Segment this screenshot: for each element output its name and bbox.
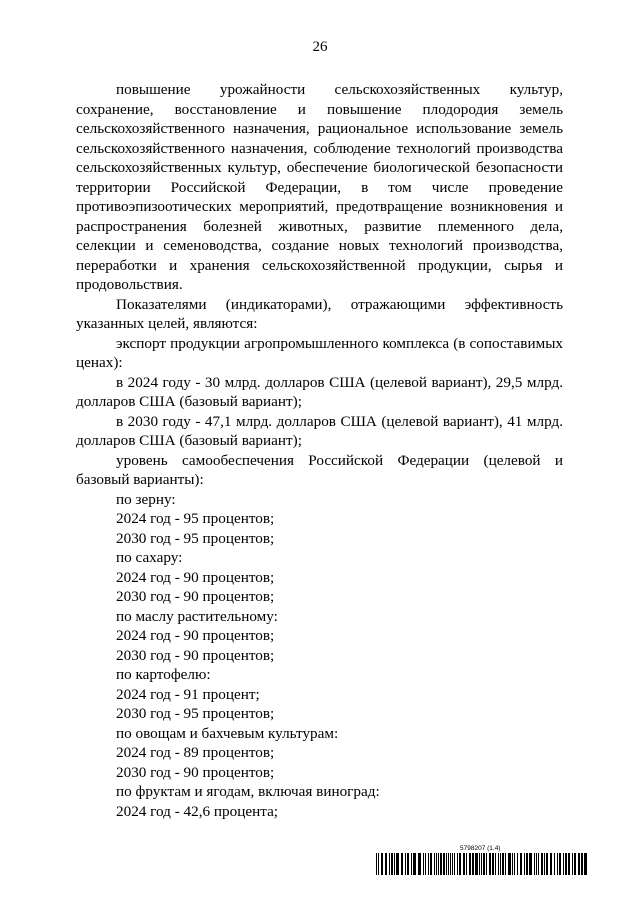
- barcode-bar: [479, 853, 480, 875]
- page-number: 26: [312, 39, 328, 55]
- paragraph: экспорт продукции агропромышленного комплекса (в сопоставимых ценах):: [76, 334, 563, 371]
- paragraph: Показателями (индикаторами), отражающими эффективность указанных целей, являются:: [76, 295, 563, 332]
- barcode-bar: [475, 853, 478, 875]
- paragraph: повышение урожайности сельскохозяйственных культур, сохранение, восстановление и повышение плодородия земель сельскохозяйственного назначения, рациональное использование земель сельскохозяйственного назначения, соблюдение технологий производства сельскохозяйственных культур, обеспечение биологической безопасности территории Российской Федерации, в том числе проведение противоэпизоотических мероприятий, предотвращение возникновения и распространения болезней животных, развитие племенного дела, селекции и семеноводства, создание новых технологий производства, переработки и хранения сельскохозяйственной продукции, сырья и продовольствия.: [76, 81, 563, 293]
- barcode-bar: [524, 853, 525, 875]
- barcode-bar: [508, 853, 511, 875]
- barcode-bar: [469, 853, 471, 875]
- barcode-bar: [443, 853, 445, 875]
- list-item: 2024 год - 42,6 процента;: [116, 802, 279, 820]
- barcode-bar: [534, 853, 535, 875]
- barcode-bar: [520, 853, 522, 875]
- barcode-bar: [376, 853, 377, 875]
- barcode-bar: [554, 853, 555, 875]
- paragraph: в 2030 году - 47,1 млрд. долларов США (целевой вариант), 41 млрд. долларов США (базовый вариант);: [76, 412, 563, 449]
- barcode-bar: [411, 853, 412, 875]
- barcode-icon: [376, 853, 587, 875]
- barcode-bar: [574, 853, 576, 875]
- barcode-bar: [407, 853, 409, 875]
- barcode-bar: [495, 853, 496, 875]
- barcode-bar: [450, 853, 451, 875]
- list-item: 2024 год - 91 процент;: [116, 685, 260, 703]
- barcode-bar: [483, 853, 485, 875]
- document-body: [76, 80, 563, 821]
- list-item: 2024 год - 89 процентов;: [116, 744, 275, 761]
- barcode-bar: [546, 853, 548, 875]
- barcode-bar: [401, 853, 403, 875]
- barcode-bar: [385, 853, 387, 875]
- barcode-bar: [459, 853, 461, 875]
- barcode-bar: [457, 853, 458, 875]
- barcode-bar: [581, 853, 583, 875]
- barcode-bar: [481, 853, 482, 875]
- barcode-bar: [423, 853, 424, 875]
- list-item: по фруктам и ягодам, включая виноград:: [116, 783, 380, 800]
- list-item: по картофелю:: [116, 666, 211, 683]
- barcode-bar: [452, 853, 453, 875]
- barcode-bar: [413, 853, 416, 875]
- barcode-bar: [436, 853, 437, 875]
- barcode-bar: [584, 853, 587, 875]
- barcode-bar: [489, 853, 491, 875]
- barcode-bar: [514, 853, 515, 875]
- barcode-bar: [405, 853, 406, 875]
- barcode-bar: [428, 853, 429, 875]
- barcode-bar: [446, 853, 447, 875]
- list-item: 2030 год - 95 процентов;: [116, 529, 275, 547]
- barcode-bar: [526, 853, 528, 875]
- barcode-bar: [454, 853, 455, 875]
- barcode-bar: [505, 853, 506, 875]
- barcode-bar: [563, 853, 564, 875]
- barcode-bar: [512, 853, 513, 875]
- barcode-bar: [466, 853, 467, 875]
- list-item: 2030 год - 95 процентов;: [116, 705, 275, 722]
- barcode-bar: [440, 853, 442, 875]
- barcode-bar: [438, 853, 439, 875]
- list-item: по сахару:: [116, 549, 183, 566]
- list-item: по овощам и бахчевым культурам:: [116, 724, 339, 742]
- barcode-bar: [396, 853, 399, 875]
- barcode-bar: [472, 853, 474, 875]
- barcode-bar: [568, 853, 570, 875]
- barcode-bar: [418, 853, 421, 875]
- paragraph: в 2024 году - 30 млрд. долларов США (целевой вариант), 29,5 млрд. долларов США (базовый вариант);: [76, 373, 563, 410]
- barcode-bar: [572, 853, 573, 875]
- list-item: по зерну:: [116, 490, 176, 508]
- barcode-bar: [389, 853, 390, 875]
- barcode-bar: [498, 853, 499, 875]
- barcode-bar: [425, 853, 426, 875]
- barcode-bar: [578, 853, 580, 875]
- list-item: 2030 год - 90 процентов;: [116, 646, 275, 664]
- list-item: 2024 год - 90 процентов;: [116, 568, 275, 586]
- barcode-bar: [529, 853, 532, 875]
- barcode-bar: [536, 853, 537, 875]
- barcode-bar: [434, 853, 435, 875]
- barcode-bar: [394, 853, 395, 875]
- list-item: 2024 год - 90 процентов;: [116, 627, 275, 644]
- list-item: 2030 год - 90 процентов;: [116, 588, 275, 605]
- paragraph: уровень самообеспечения Российской Федерации (целевой и базовый варианты):: [76, 451, 563, 488]
- barcode-bar: [378, 853, 379, 875]
- barcode-bar: [517, 853, 518, 875]
- barcode-bar: [500, 853, 501, 875]
- barcode-bar: [381, 853, 383, 875]
- list-item: 2030 год - 90 процентов;: [116, 763, 275, 781]
- barcode-bar: [538, 853, 539, 875]
- barcode-bar: [544, 853, 545, 875]
- barcode-bar: [557, 853, 558, 875]
- barcode-bar: [502, 853, 504, 875]
- barcode-bar: [565, 853, 567, 875]
- barcode-bar: [430, 853, 432, 875]
- barcode-bar: [486, 853, 487, 875]
- list-item: по маслу растительному:: [116, 607, 278, 625]
- barcode-bar: [463, 853, 465, 875]
- barcode-bar: [550, 853, 552, 875]
- barcode-bar: [448, 853, 449, 875]
- barcode-bar: [541, 853, 543, 875]
- barcode-bar: [492, 853, 494, 875]
- barcode-bar: [559, 853, 561, 875]
- list-item: 2024 год - 95 процентов;: [116, 510, 275, 527]
- barcode-bar: [391, 853, 393, 875]
- document-code: 5798207 (1.4): [460, 845, 501, 852]
